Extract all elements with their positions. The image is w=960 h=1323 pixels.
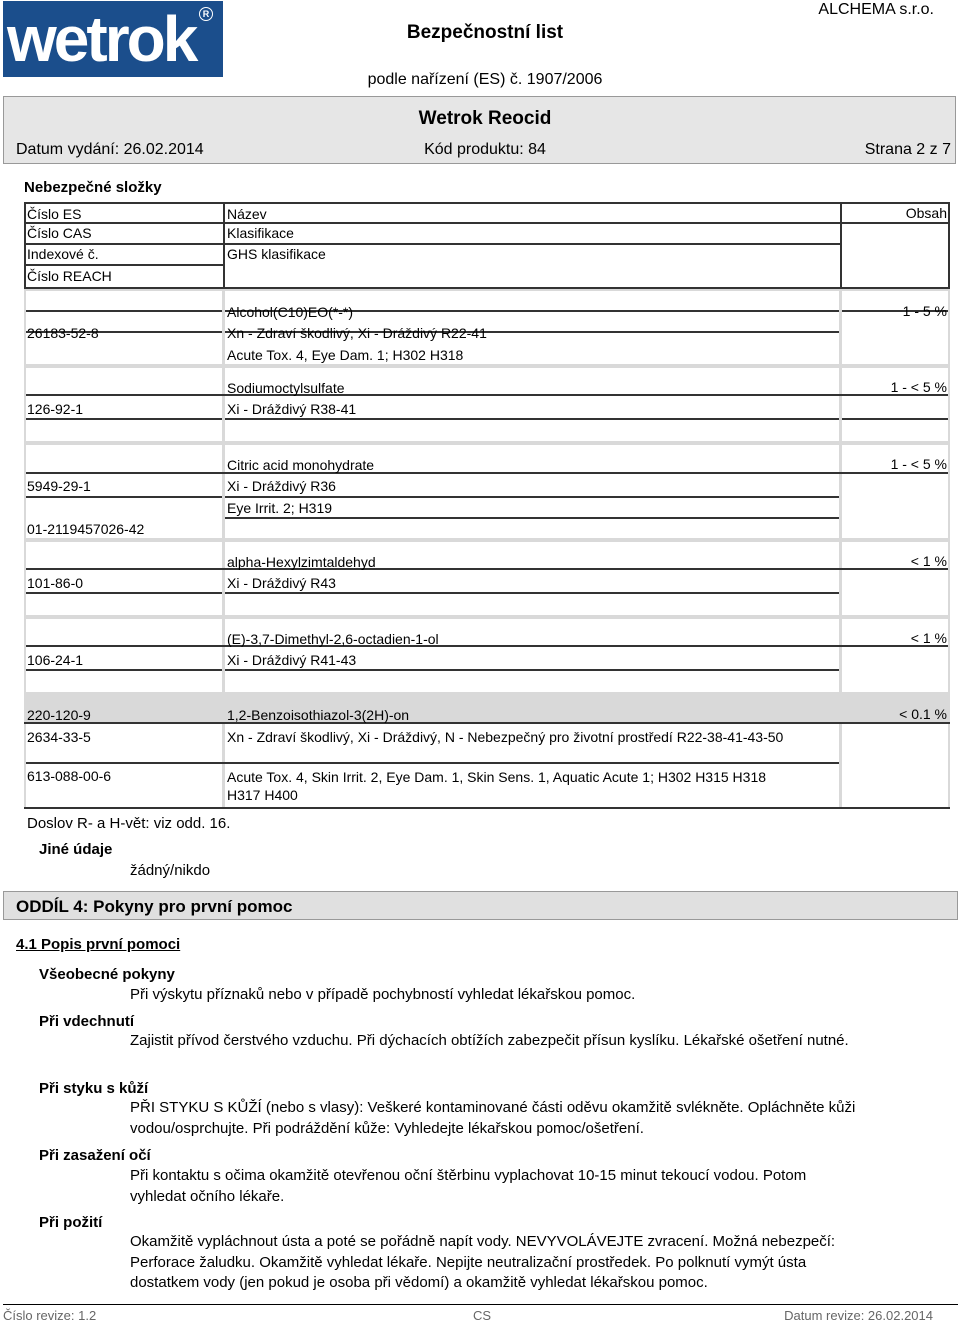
text-eyes: Při kontaktu s očima okamžitě otevřenou oční štěrbinu vyplachovat 10-15 minut tekoucí vodou. Potom vyhledat očního lékaře. [130, 1167, 807, 1205]
cell-cas: 2634-33-5 [27, 729, 91, 745]
footer-divider [3, 1304, 958, 1305]
col-header-index: Indexové č. [27, 246, 99, 262]
cell-cas: 126-92-1 [27, 401, 84, 417]
cell-class: Xi - Dráždivý R36 [227, 478, 336, 494]
company-name: ALCHEMA s.r.o. [818, 1, 934, 18]
cell-content: < 0.1 % [899, 706, 947, 722]
registered-mark-icon: R [199, 7, 213, 21]
logo-text: wetrok [7, 3, 196, 75]
cell-content: 1 - 5 % [902, 303, 947, 319]
cell-content: 1 - < 5 % [890, 456, 947, 472]
col-header-content: Obsah [905, 205, 947, 221]
cell-name: 1,2-Benzoisothiazol-3(2H)-on [227, 707, 410, 723]
cell-reach: 01-2119457026-42 [27, 521, 145, 537]
table-row [24, 366, 950, 443]
label-general: Všeobecné pokyny [39, 966, 175, 983]
product-code: Kód produktu: 84 [424, 141, 546, 158]
footer-revision-date: Datum revize: 26.02.2014 [784, 1308, 933, 1323]
label-ingestion: Při požití [39, 1214, 103, 1231]
col-header-es: Číslo ES [27, 206, 82, 222]
table-row [24, 617, 950, 694]
cell-content: 1 - < 5 % [890, 379, 947, 395]
subsection-title: 4.1 Popis první pomoci [16, 936, 181, 953]
col-header-cas: Číslo CAS [27, 225, 92, 241]
label-skin: Při styku s kůží [39, 1080, 149, 1097]
divider [24, 243, 841, 245]
cell-content: < 1 % [910, 630, 947, 646]
table-row [24, 289, 950, 366]
col-header-ghs: GHS klasifikace [227, 246, 326, 262]
cell-index: 613-088-00-6 [27, 768, 112, 784]
cell-name: alpha-Hexylzimtaldehyd [227, 554, 376, 570]
other-info-label: Jiné údaje [39, 841, 113, 858]
r-phrases-note: Doslov R- a H-vět: viz odd. 16. [27, 815, 231, 832]
col-header-name: Název [227, 206, 267, 222]
divider [223, 202, 225, 289]
product-name: Wetrok Reocid [418, 108, 552, 129]
other-info-value: žádný/nikdo [130, 862, 211, 879]
divider [840, 202, 842, 289]
text-general: Při výskytu příznaků nebo v případě pochybností vyhledat lékařskou pomoc. [130, 986, 636, 1003]
divider [840, 222, 950, 224]
divider [24, 264, 224, 266]
text-skin: PŘI STYKU S KŮŽÍ (nebo s vlasy): Veškeré kontaminované části oděvu okamžitě svlékněte. Opláchněte kůži vodou/osprchujte. Při podráždění kůže: Vyhledejte lékařskou pomoc/ošetření. [130, 1099, 856, 1137]
cell-class: Xn - Zdraví škodlivý, Xi - Dráždivý, N - Nebezpečný pro životní prostředí R22-38-41-43-50 [227, 729, 784, 745]
cell-class: Xi - Dráždivý R41-43 [227, 652, 357, 668]
issue-date: Datum vydání: 26.02.2014 [16, 141, 204, 158]
cell-name: Alcohol(C10)EO(*-*) [227, 304, 354, 320]
cell-cas: 26183-52-8 [27, 325, 99, 341]
footer-revision: Číslo revize: 1.2 [3, 1308, 97, 1323]
table-header-box [24, 202, 950, 289]
divider [24, 222, 841, 224]
cell-class: Xi - Dráždivý R43 [227, 575, 336, 591]
cell-name: (E)-3,7-Dimethyl-2,6-octadien-1-ol [227, 631, 439, 647]
cell-ghs: Acute Tox. 4, Skin Irrit. 2, Eye Dam. 1, Skin Sens. 1, Aquatic Acute 1; H302 H315 H318 H317 H400 [227, 769, 767, 803]
cell-name: Sodiumoctylsulfate [227, 380, 345, 396]
cell-cas: 5949-29-1 [27, 478, 91, 494]
text-ingestion: Okamžitě vypláchnout ústa a poté se pořádně napít vody. NEVYVOLÁVEJTE zvracení. Možná nebezpečí: Perforace žaludku. Okamžitě vyhledat lékaře. Nepijte neutralizační prostředek. Po polknutí vymýt ústa dostatkem vody (jen pokud je osoba při vědomí) a okamžitě vyhledat lékařskou pomoc. [130, 1233, 836, 1291]
regulation-text: podle nařízení (ES) č. 1907/2006 [367, 71, 603, 88]
cell-es: 220-120-9 [27, 707, 91, 723]
section-title: ODDÍL 4: Pokyny pro první pomoc [16, 897, 293, 916]
table-row [24, 540, 950, 617]
label-eyes: Při zasažení očí [39, 1147, 151, 1164]
wetrok-logo [3, 1, 223, 77]
document-title: Bezpečnostní list [406, 22, 564, 43]
cell-class: Xn - Zdraví škodlivý, Xi - Dráždivý R22-41 [227, 325, 487, 341]
cell-ghs: Acute Tox. 4, Eye Dam. 1; H302 H318 [227, 347, 464, 363]
cell-content: < 1 % [910, 553, 947, 569]
text-inhalation: Zajistit přívod čerstvého vzduchu. Při dýchacích obtížích zabezpečit přísun kyslíku. Lékařské ošetření nutné. [130, 1032, 849, 1049]
cell-class: Xi - Dráždivý R38-41 [227, 401, 357, 417]
cell-cas: 101-86-0 [27, 575, 84, 591]
components-heading: Nebezpečné složky [24, 179, 162, 196]
cell-ghs: Eye Irrit. 2; H319 [227, 500, 333, 516]
footer-lang: CS [473, 1308, 492, 1323]
col-header-reach: Číslo REACH [27, 268, 112, 284]
col-header-class: Klasifikace [227, 225, 294, 241]
label-inhalation: Při vdechnutí [39, 1013, 135, 1030]
cell-name: Citric acid monohydrate [227, 457, 375, 473]
cell-cas: 106-24-1 [27, 652, 84, 668]
page-number: Strana 2 z 7 [864, 141, 951, 158]
table-row [24, 443, 950, 540]
